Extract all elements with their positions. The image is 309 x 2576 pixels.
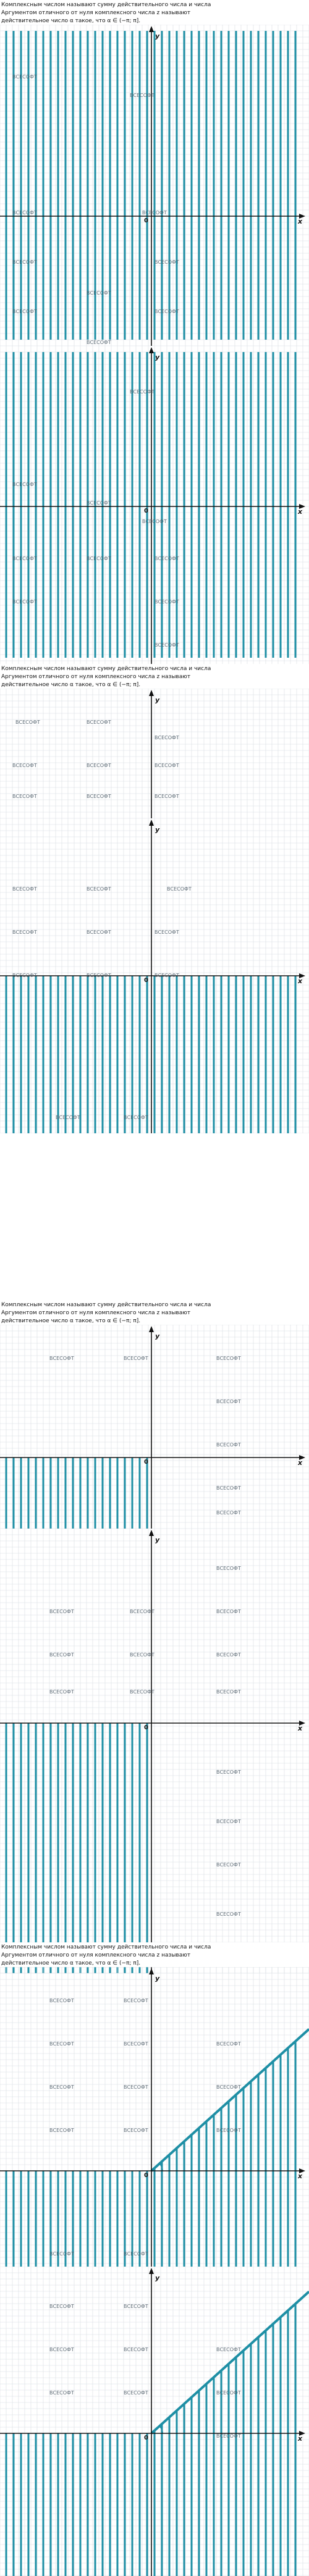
watermark: ВСЕСОФТ (142, 519, 167, 524)
watermark: ВСЕСОФТ (12, 763, 37, 768)
watermark: ВСЕСОФТ (49, 2347, 74, 2352)
x-axis-label: x (298, 1724, 303, 1732)
watermark: ВСЕСОФТ (154, 599, 179, 605)
coordinate-plane (0, 25, 309, 346)
origin-label: 0 (144, 2172, 148, 2179)
coordinate-plane (0, 1529, 309, 1973)
graph-panel (0, 818, 309, 1133)
watermark: ВСЕСОФТ (49, 2041, 74, 2047)
axis-arrows (149, 1326, 305, 1460)
text-line-argument: Аргументом отличного от нуля комплексного числа z называют (1, 1310, 191, 1316)
boundary-ray (151, 2292, 309, 2434)
watermark: ВСЕСОФТ (130, 1689, 154, 1695)
watermark: ВСЕСОФТ (216, 2128, 241, 2133)
watermark: ВСЕСОФТ (142, 210, 167, 216)
watermark: ВСЕСОФТ (130, 93, 154, 98)
graph-panel (0, 689, 309, 818)
watermark: ВСЕСОФТ (15, 720, 40, 725)
watermark: ВСЕСОФТ (216, 1399, 241, 1404)
watermark: ВСЕСОФТ (216, 2433, 241, 2439)
graph-panel (0, 25, 309, 346)
text-block (0, 0, 309, 25)
axes (0, 694, 302, 818)
watermark: ВСЕСОФТ (154, 309, 179, 314)
graph-panel (0, 1967, 309, 2267)
watermark: ВСЕСОФТ (87, 929, 111, 935)
watermark: ВСЕСОФТ (154, 763, 179, 768)
watermark: ВСЕСОФТ (124, 1998, 148, 2003)
watermark: ВСЕСОФТ (154, 259, 179, 265)
text-line-argument: Аргументом отличного от нуля комплексного числа z называют (1, 10, 191, 16)
x-axis-label: x (298, 977, 303, 985)
text-line-intro: Комплексным числом называют сумму действительного числа и числа (1, 2, 211, 8)
graph-panel (0, 346, 309, 664)
y-axis-label: y (155, 353, 160, 361)
text-block (0, 1942, 309, 1967)
grid (0, 1325, 309, 1529)
watermark: ВСЕСОФТ (124, 2347, 148, 2352)
watermark: ВСЕСОФТ (216, 1609, 241, 1614)
x-axis-label: x (298, 508, 303, 516)
watermark: ВСЕСОФТ (49, 2128, 74, 2133)
watermark: ВСЕСОФТ (130, 389, 154, 395)
watermark: ВСЕСОФТ (154, 929, 179, 935)
axis-arrows (149, 1530, 305, 1726)
watermark: ВСЕСОФТ (49, 1356, 74, 1361)
text-line-range: действительное число α такое, что α ∈ (−π; π]. (1, 1960, 141, 1966)
watermark: ВСЕСОФТ (216, 1485, 241, 1491)
watermark: ВСЕСОФТ (12, 482, 37, 487)
watermark: ВСЕСОФТ (216, 2347, 241, 2352)
watermark: ВСЕСОФТ (124, 2251, 148, 2257)
watermark: ВСЕСОФТ (124, 2128, 148, 2133)
watermark: ВСЕСОФТ (87, 973, 111, 978)
grid (0, 1529, 309, 1973)
y-axis-label: y (155, 1536, 160, 1544)
axes (0, 1533, 302, 1973)
y-axis-label: y (155, 1974, 160, 1982)
watermark: ВСЕСОФТ (12, 599, 37, 605)
watermark: ВСЕСОФТ (216, 1769, 241, 1775)
watermark: ВСЕСОФТ (12, 259, 37, 265)
coordinate-plane (0, 2267, 309, 2576)
watermark: ВСЕСОФТ (216, 2041, 241, 2047)
watermark: ВСЕСОФТ (216, 1862, 241, 1868)
shaded-region (6, 1723, 147, 1973)
x-axis-label: x (298, 2435, 303, 2443)
x-axis-label: x (298, 217, 303, 225)
watermark: ВСЕСОФТ (49, 1609, 74, 1614)
watermark: ВСЕСОФТ (216, 2084, 241, 2090)
origin-label: 0 (144, 1459, 148, 1466)
watermark: ВСЕСОФТ (12, 556, 37, 561)
y-axis-label: y (155, 696, 160, 704)
text-block (0, 664, 309, 689)
watermark: ВСЕСОФТ (216, 1652, 241, 1658)
y-axis-label: y (155, 2274, 160, 2282)
text-line-intro: Комплексным числом называют сумму действительного числа и числа (1, 1302, 211, 1308)
watermark: ВСЕСОФТ (87, 340, 111, 345)
watermark: ВСЕСОФТ (49, 1689, 74, 1695)
text-line-argument: Аргументом отличного от нуля комплексного числа z называют (1, 1952, 191, 1958)
axes (0, 351, 302, 664)
axes (0, 30, 302, 346)
watermark: ВСЕСОФТ (49, 2304, 74, 2309)
text-line-argument: Аргументом отличного от нуля комплексного числа z называют (1, 674, 191, 680)
origin-label: 0 (144, 217, 148, 224)
watermark: ВСЕСОФТ (154, 556, 179, 561)
origin-label: 0 (144, 2435, 148, 2441)
watermark: ВСЕСОФТ (124, 2304, 148, 2309)
watermark: ВСЕСОФТ (12, 973, 37, 978)
axis-arrows (149, 1968, 305, 2173)
y-axis-label: y (155, 32, 160, 40)
watermark: ВСЕСОФТ (49, 2390, 74, 2396)
watermark: ВСЕСОФТ (216, 2390, 241, 2396)
watermark: ВСЕСОФТ (124, 2041, 148, 2047)
watermark: ВСЕСОФТ (154, 642, 179, 648)
watermark: ВСЕСОФТ (87, 500, 111, 506)
watermark: ВСЕСОФТ (49, 1998, 74, 2003)
watermark: ВСЕСОФТ (49, 2084, 74, 2090)
axes (0, 1972, 302, 2267)
watermark: ВСЕСОФТ (216, 1356, 241, 1361)
watermark: ВСЕСОФТ (154, 794, 179, 799)
watermark: ВСЕСОФТ (12, 74, 37, 80)
text-line-intro: Комплексным числом называют сумму действительного числа и числа (1, 1944, 211, 1950)
watermark: ВСЕСОФТ (216, 1689, 241, 1695)
text-line-range: действительное число α такое, что α ∈ (−π; π]. (1, 1318, 141, 1324)
axes (0, 1330, 302, 1529)
y-axis-label: y (155, 826, 160, 834)
watermark: ВСЕСОФТ (130, 1609, 154, 1614)
watermark: ВСЕСОФТ (124, 1115, 148, 1120)
watermark: ВСЕСОФТ (87, 290, 111, 296)
watermark: ВСЕСОФТ (12, 929, 37, 935)
watermark: ВСЕСОФТ (12, 210, 37, 216)
watermark: ВСЕСОФТ (216, 1442, 241, 1448)
shaded-region (6, 1458, 147, 1529)
origin-label: 0 (144, 508, 148, 514)
text-line-range: действительное число α такое, что α ∈ (−π; π]. (1, 18, 141, 24)
watermark: ВСЕСОФТ (124, 1356, 148, 1361)
graph-panel (0, 1325, 309, 1529)
text-line-range: действительное число α такое, что α ∈ (−π; π]. (1, 682, 141, 688)
text-line-intro: Комплексным числом называют сумму действительного числа и числа (1, 666, 211, 672)
watermark: ВСЕСОФТ (87, 886, 111, 892)
watermark: ВСЕСОФТ (154, 973, 179, 978)
watermark: ВСЕСОФТ (49, 1652, 74, 1658)
watermark: ВСЕСОФТ (216, 1819, 241, 1824)
watermark: ВСЕСОФТ (87, 794, 111, 799)
y-axis-label: y (155, 1332, 160, 1340)
boundary-ray (151, 2029, 309, 2171)
coordinate-plane (0, 1325, 309, 1529)
origin-label: 0 (144, 977, 148, 984)
watermark: ВСЕСОФТ (124, 2390, 148, 2396)
axis-arrows (149, 347, 305, 509)
watermark: ВСЕСОФТ (216, 1566, 241, 1571)
watermark: ВСЕСОФТ (124, 2084, 148, 2090)
text-block (0, 1300, 309, 1325)
watermark: ВСЕСОФТ (87, 556, 111, 561)
watermark: ВСЕСОФТ (12, 794, 37, 799)
watermark: ВСЕСОФТ (216, 1911, 241, 1917)
watermark: ВСЕСОФТ (49, 2251, 74, 2257)
graph-panel (0, 2267, 309, 2576)
watermark: ВСЕСОФТ (216, 1510, 241, 1516)
watermark: ВСЕСОФТ (12, 886, 37, 892)
axis-arrows (149, 26, 305, 219)
watermark: ВСЕСОФТ (130, 1652, 154, 1658)
watermark: ВСЕСОФТ (12, 309, 37, 314)
watermark: ВСЕСОФТ (87, 763, 111, 768)
x-axis-label: x (298, 2172, 303, 2180)
watermark: ВСЕСОФТ (87, 720, 111, 725)
axes (0, 2272, 302, 2576)
coordinate-plane (0, 346, 309, 664)
axis-arrows (149, 820, 305, 978)
graph-panel (0, 1529, 309, 1973)
watermark: ВСЕСОФТ (56, 1115, 80, 1120)
coordinate-plane (0, 1967, 309, 2267)
watermark: ВСЕСОФТ (154, 735, 179, 740)
axes (0, 823, 302, 1133)
origin-label: 0 (144, 1724, 148, 1731)
watermark: ВСЕСОФТ (167, 886, 192, 892)
x-axis-label: x (298, 1459, 303, 1467)
